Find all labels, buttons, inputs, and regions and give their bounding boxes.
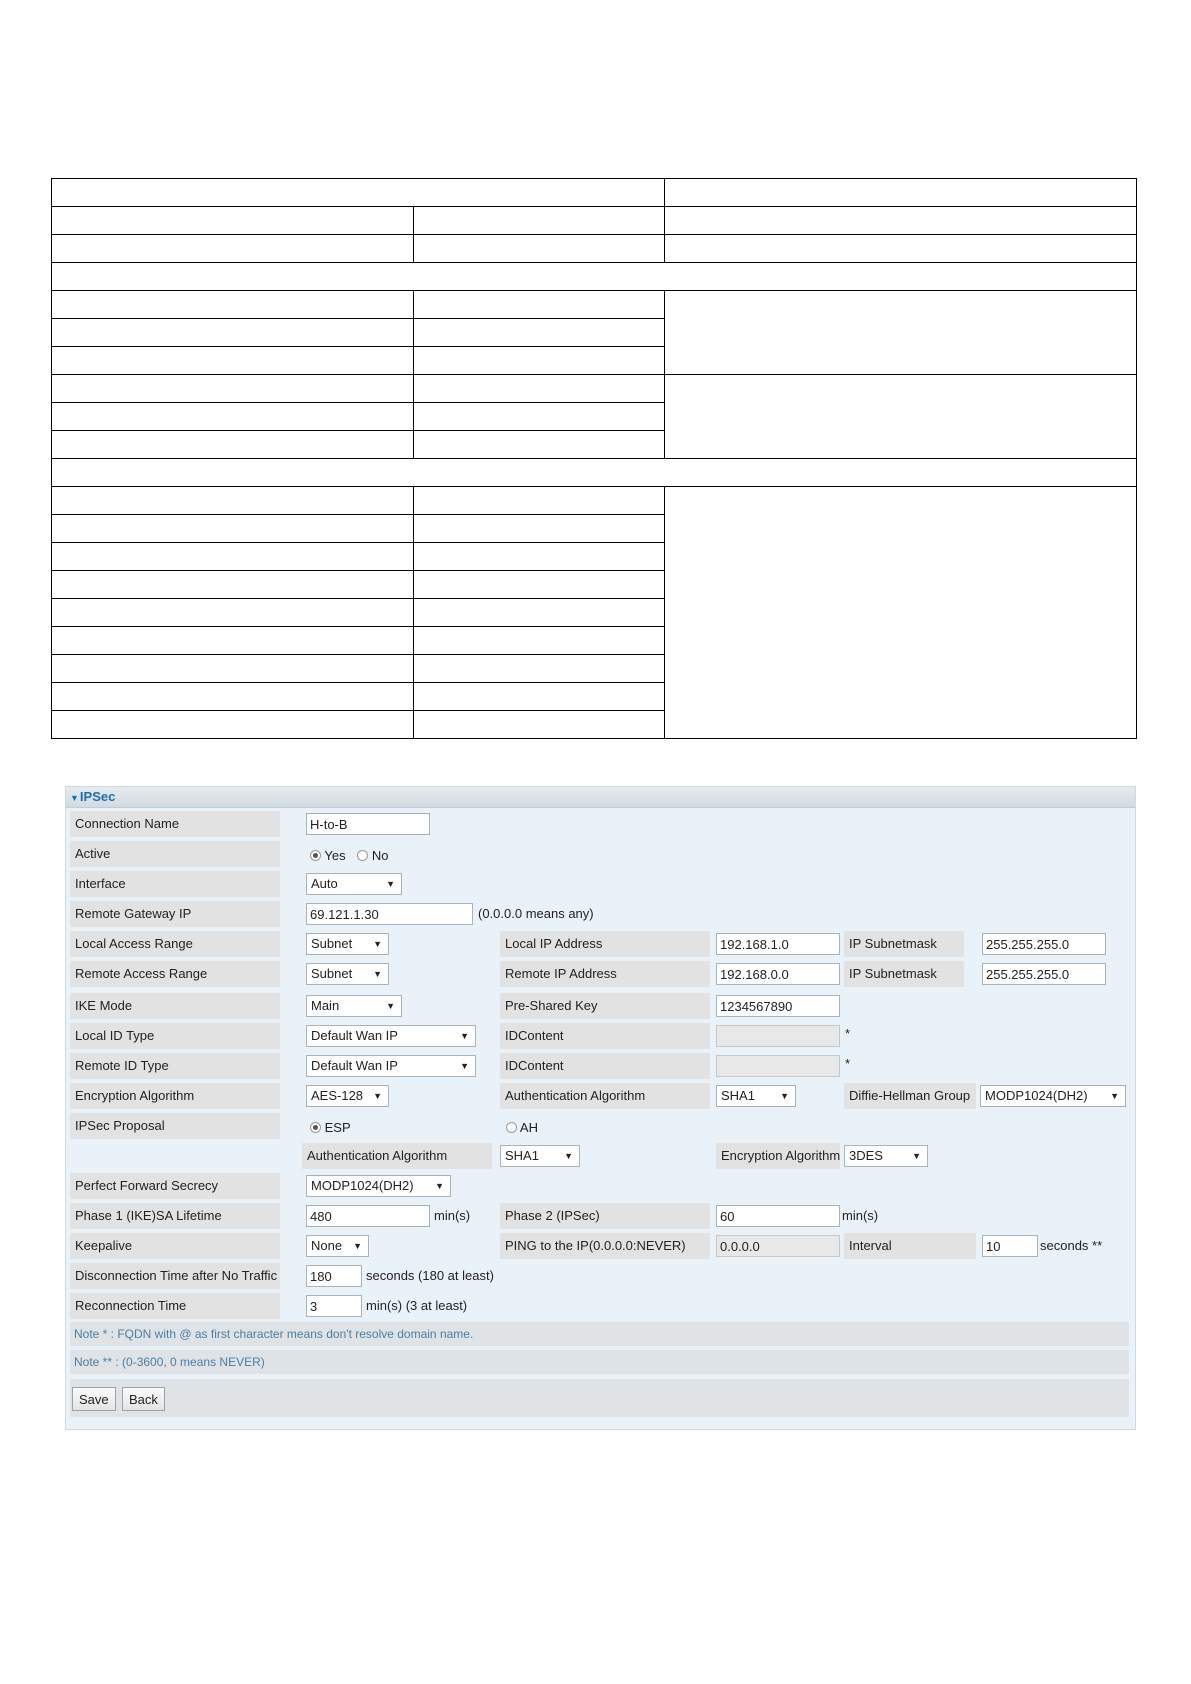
- chevron-down-icon: ▼: [373, 1091, 382, 1101]
- ipsec-title[interactable]: [70, 789, 115, 804]
- table-row: [52, 263, 1137, 291]
- chevron-down-icon: ▼: [386, 879, 395, 889]
- local-access-label: Local Access Range: [70, 931, 280, 957]
- proposal-esp-option: [310, 1115, 351, 1141]
- reconnection-input[interactable]: [306, 1295, 362, 1317]
- phase1-unit: min(s): [434, 1208, 471, 1223]
- remote-id-value: Default Wan IP: [311, 1058, 398, 1073]
- proposal-ah-label: AH: [519, 1120, 538, 1135]
- ike-mode-value: Main: [311, 998, 340, 1013]
- local-idcontent-input[interactable]: [716, 1025, 840, 1047]
- ike-auth-label: Authentication Algorithm: [500, 1083, 710, 1109]
- pfs-label: Perfect Forward Secrecy: [70, 1173, 280, 1199]
- remote-ip-input[interactable]: [716, 963, 840, 985]
- active-yes-radio[interactable]: [310, 850, 321, 861]
- blank-table: [51, 178, 1137, 739]
- remote-gateway-input[interactable]: [306, 903, 473, 925]
- chevron-down-icon: ▼: [386, 1001, 395, 1011]
- dh-group-label: Diffie-Hellman Group: [844, 1083, 976, 1109]
- dh-group-select[interactable]: [980, 1085, 1126, 1107]
- local-ip-input[interactable]: [716, 933, 840, 955]
- chevron-down-icon: ▼: [353, 1241, 362, 1251]
- chevron-down-icon: ▼: [373, 969, 382, 979]
- collapse-arrow-icon[interactable]: ▼: [70, 793, 79, 803]
- table-row: [52, 235, 1137, 263]
- encryption-label: Encryption Algorithm: [70, 1083, 280, 1109]
- disconnection-label: Disconnection Time after No Traffic: [70, 1263, 280, 1289]
- local-mask-input[interactable]: [982, 933, 1106, 955]
- keepalive-value: None: [311, 1238, 343, 1253]
- remote-id-label: Remote ID Type: [70, 1053, 280, 1079]
- proposal-esp-label: ESP: [324, 1120, 351, 1135]
- active-radio-group: [310, 843, 388, 869]
- local-mask-label: IP Subnetmask: [844, 931, 964, 957]
- remote-access-select[interactable]: [306, 963, 389, 985]
- esp-auth-value: SHA1: [505, 1148, 539, 1163]
- ike-auth-value: SHA1: [721, 1088, 755, 1103]
- save-button[interactable]: Save: [72, 1387, 116, 1411]
- remote-ip-label: Remote IP Address: [500, 961, 710, 987]
- proposal-ah-radio[interactable]: [506, 1122, 517, 1133]
- table-row: [52, 179, 1137, 207]
- table-row: [52, 459, 1137, 487]
- interface-label: Interface: [70, 871, 280, 897]
- back-button[interactable]: Back: [122, 1387, 165, 1411]
- chevron-down-icon: ▼: [373, 939, 382, 949]
- esp-enc-label: Encryption Algorithm: [716, 1143, 840, 1169]
- active-no-label: No: [371, 848, 389, 863]
- connection-name-input[interactable]: [306, 813, 430, 835]
- note-fqdn: Note * : FQDN with @ as first character means don't resolve domain name.: [70, 1322, 1129, 1346]
- dh-group-value: MODP1024(DH2): [985, 1088, 1088, 1103]
- active-label: Active: [70, 841, 280, 867]
- local-access-value: Subnet: [311, 936, 353, 951]
- proposal-label: IPSec Proposal: [70, 1113, 280, 1139]
- local-access-select[interactable]: [306, 933, 389, 955]
- remote-access-label: Remote Access Range: [70, 961, 280, 987]
- chevron-down-icon: ▼: [435, 1181, 444, 1191]
- button-bar: [70, 1379, 1129, 1417]
- encryption-select[interactable]: [306, 1085, 389, 1107]
- proposal-ah-option: [506, 1115, 538, 1141]
- esp-auth-select[interactable]: [500, 1145, 580, 1167]
- phase1-input[interactable]: [306, 1205, 430, 1227]
- remote-gateway-hint: (0.0.0.0 means any): [478, 906, 594, 921]
- chevron-down-icon: ▼: [1110, 1091, 1119, 1101]
- chevron-down-icon: ▼: [460, 1061, 469, 1071]
- interface-select[interactable]: [306, 873, 402, 895]
- table-row: [52, 375, 1137, 403]
- interval-label: Interval: [844, 1233, 976, 1259]
- phase2-input[interactable]: [716, 1205, 840, 1227]
- connection-name-label: Connection Name: [70, 811, 280, 837]
- remote-access-value: Subnet: [311, 966, 353, 981]
- remote-gateway-label: Remote Gateway IP: [70, 901, 280, 927]
- esp-enc-value: 3DES: [849, 1148, 883, 1163]
- ping-label: PING to the IP(0.0.0.0:NEVER): [500, 1233, 710, 1259]
- table-row: [52, 487, 1137, 515]
- phase2-label: Phase 2 (IPSec): [500, 1203, 710, 1229]
- chevron-down-icon: ▼: [460, 1031, 469, 1041]
- local-id-value: Default Wan IP: [311, 1028, 398, 1043]
- phase1-label: Phase 1 (IKE)SA Lifetime: [70, 1203, 280, 1229]
- note-interval: Note ** : (0-3600, 0 means NEVER): [70, 1350, 1129, 1374]
- interface-value: Auto: [311, 876, 338, 891]
- pfs-select[interactable]: [306, 1175, 451, 1197]
- ipsec-title-text: IPSec: [79, 789, 116, 804]
- local-id-select[interactable]: [306, 1025, 476, 1047]
- remote-idcontent-label: IDContent: [500, 1053, 710, 1079]
- disconnection-hint: seconds (180 at least): [366, 1268, 494, 1283]
- interval-unit: seconds **: [1040, 1238, 1103, 1253]
- chevron-down-icon: ▼: [912, 1151, 921, 1161]
- ping-input[interactable]: [716, 1235, 840, 1257]
- local-idcontent-star: *: [845, 1026, 851, 1041]
- ipsec-panel: [65, 786, 1136, 1430]
- chevron-down-icon: ▼: [780, 1091, 789, 1101]
- remote-idcontent-input[interactable]: [716, 1055, 840, 1077]
- psk-input[interactable]: [716, 995, 840, 1017]
- local-ip-label: Local IP Address: [500, 931, 710, 957]
- local-idcontent-label: IDContent: [500, 1023, 710, 1049]
- esp-enc-select[interactable]: [844, 1145, 928, 1167]
- active-no-radio[interactable]: [357, 850, 368, 861]
- keepalive-select[interactable]: [306, 1235, 369, 1257]
- ike-mode-label: IKE Mode: [70, 993, 280, 1019]
- active-yes-label: Yes: [324, 848, 346, 863]
- pfs-value: MODP1024(DH2): [311, 1178, 414, 1193]
- table-row: [52, 291, 1137, 319]
- chevron-down-icon: ▼: [564, 1151, 573, 1161]
- remote-mask-label: IP Subnetmask: [844, 961, 964, 987]
- table-row: [52, 207, 1137, 235]
- encryption-value: AES-128: [311, 1088, 364, 1103]
- reconnection-hint: min(s) (3 at least): [366, 1298, 468, 1313]
- remote-mask-input[interactable]: [982, 963, 1106, 985]
- ike-auth-select[interactable]: [716, 1085, 796, 1107]
- phase2-unit: min(s): [842, 1208, 879, 1223]
- remote-id-select[interactable]: [306, 1055, 476, 1077]
- disconnection-input[interactable]: [306, 1265, 362, 1287]
- remote-idcontent-star: *: [845, 1056, 851, 1071]
- psk-label: Pre-Shared Key: [500, 993, 710, 1019]
- keepalive-label: Keepalive: [70, 1233, 280, 1259]
- esp-auth-label: Authentication Algorithm: [302, 1143, 492, 1169]
- interval-input[interactable]: [982, 1235, 1038, 1257]
- local-id-label: Local ID Type: [70, 1023, 280, 1049]
- reconnection-label: Reconnection Time: [70, 1293, 280, 1319]
- ike-mode-select[interactable]: [306, 995, 402, 1017]
- ipsec-header[interactable]: [66, 787, 1135, 808]
- proposal-esp-radio[interactable]: [310, 1122, 321, 1133]
